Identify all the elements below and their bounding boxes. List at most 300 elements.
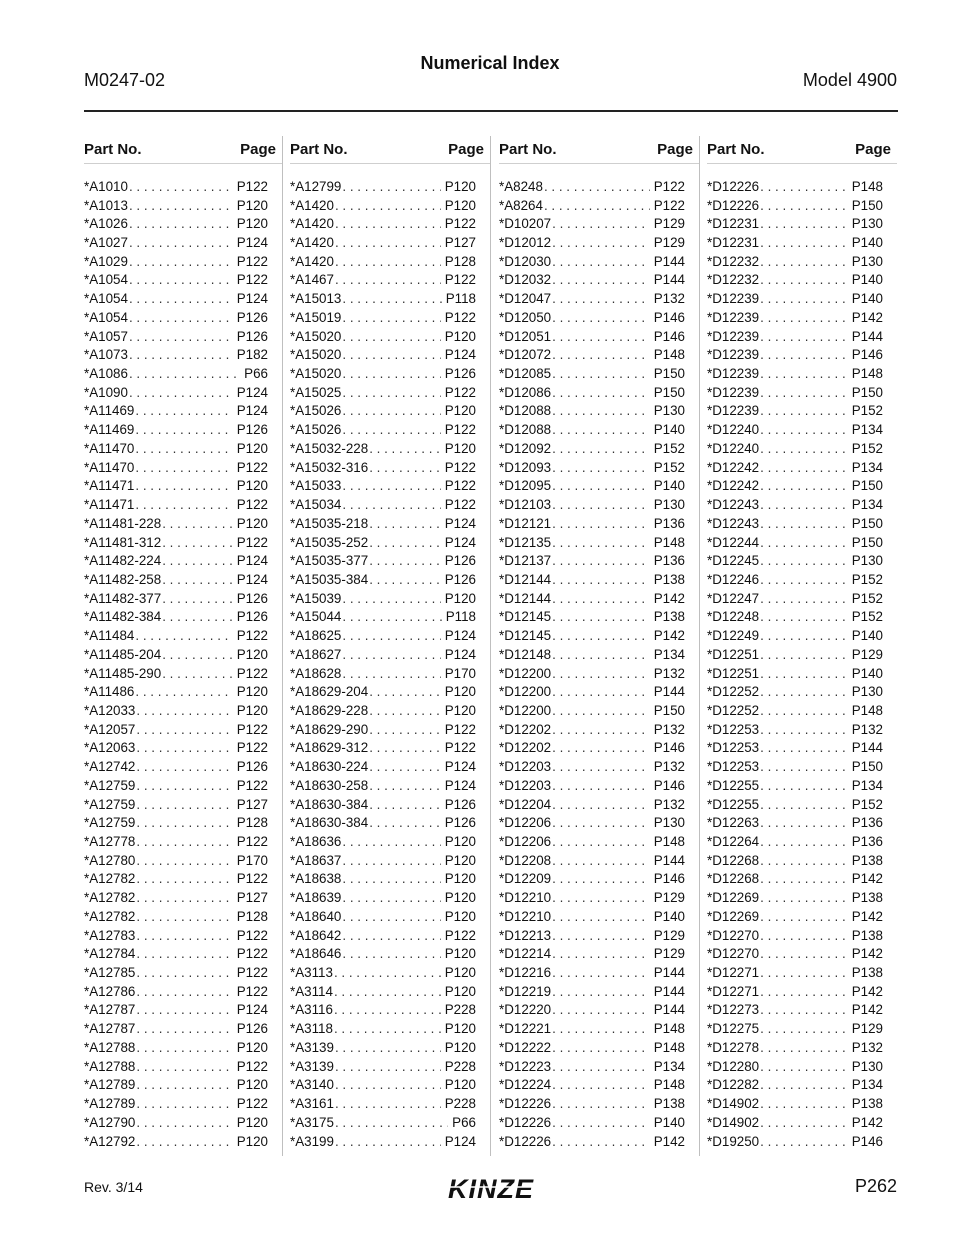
page-reference: P134 bbox=[851, 1077, 883, 1093]
dot-leader bbox=[551, 1040, 650, 1055]
part-number: *D12202 bbox=[499, 740, 552, 756]
part-number: *D12085 bbox=[499, 366, 552, 382]
page-reference: P122 bbox=[444, 459, 476, 475]
part-number: *A1073 bbox=[84, 347, 128, 363]
dot-leader bbox=[341, 497, 440, 512]
dot-leader bbox=[134, 478, 232, 493]
index-entry bbox=[499, 252, 699, 271]
part-number: *A11486 bbox=[84, 684, 135, 700]
page-reference: P136 bbox=[851, 815, 883, 831]
part-number: *A1420 bbox=[290, 235, 334, 251]
part-number: *D12213 bbox=[499, 927, 552, 943]
page-title: Numerical Index bbox=[420, 53, 560, 73]
index-entry bbox=[290, 533, 490, 552]
page-reference: P144 bbox=[851, 740, 883, 756]
index-entry bbox=[499, 345, 699, 364]
dot-leader bbox=[128, 310, 233, 325]
page-reference: P142 bbox=[851, 908, 883, 924]
page-reference: P120 bbox=[444, 834, 476, 850]
dot-leader bbox=[334, 1040, 441, 1055]
index-entry bbox=[707, 383, 897, 402]
part-number: *A1054 bbox=[84, 272, 128, 288]
index-entry bbox=[290, 982, 490, 1001]
page-reference: P152 bbox=[851, 440, 883, 456]
column-header bbox=[499, 136, 699, 164]
part-number: *A12759 bbox=[84, 777, 136, 793]
part-number: *D12239 bbox=[707, 384, 760, 400]
part-number: *D12278 bbox=[707, 1039, 760, 1055]
index-entry bbox=[499, 982, 699, 1001]
page-reference: P144 bbox=[851, 328, 883, 344]
part-number: *A18639 bbox=[290, 890, 342, 906]
part-number: *D12255 bbox=[707, 796, 760, 812]
page-reference: P130 bbox=[851, 253, 883, 269]
dot-leader bbox=[134, 497, 232, 512]
kinze-logo bbox=[430, 1174, 552, 1204]
dot-leader bbox=[135, 1115, 232, 1130]
dot-leader bbox=[759, 254, 848, 269]
part-number: *D12103 bbox=[499, 497, 552, 513]
page-reference: P144 bbox=[653, 965, 685, 981]
page-reference: P122 bbox=[236, 721, 268, 737]
part-number: *D12240 bbox=[707, 440, 760, 456]
part-number: *A1054 bbox=[84, 309, 128, 325]
dot-leader bbox=[551, 422, 650, 437]
index-entry bbox=[499, 439, 699, 458]
dot-leader bbox=[135, 834, 232, 849]
dot-leader bbox=[551, 890, 650, 905]
index-entry bbox=[499, 1113, 699, 1132]
dot-leader bbox=[128, 366, 240, 381]
page-reference: P132 bbox=[851, 721, 883, 737]
dot-leader bbox=[128, 254, 233, 269]
part-number: *A12780 bbox=[84, 852, 136, 868]
part-number: *D12216 bbox=[499, 965, 552, 981]
index-entry bbox=[290, 196, 490, 215]
page-reference: P146 bbox=[653, 309, 685, 325]
index-entry bbox=[499, 682, 699, 701]
part-number: *A11485-204 bbox=[84, 646, 162, 662]
dot-leader bbox=[759, 946, 848, 961]
page-reference: P144 bbox=[653, 852, 685, 868]
index-entry bbox=[499, 196, 699, 215]
part-number: *D12208 bbox=[499, 852, 552, 868]
index-entry bbox=[707, 963, 897, 982]
dot-leader bbox=[551, 946, 650, 961]
page-reference: P120 bbox=[236, 515, 268, 531]
page-reference: P122 bbox=[236, 777, 268, 793]
part-number: *A12799 bbox=[290, 178, 342, 194]
page-reference: P126 bbox=[236, 1021, 268, 1037]
page-reference: P228 bbox=[444, 1096, 476, 1112]
part-number: *A12742 bbox=[84, 759, 136, 775]
index-entry bbox=[84, 364, 282, 383]
page-reference: P124 bbox=[444, 515, 476, 531]
dot-leader bbox=[551, 235, 650, 250]
part-number: *A18636 bbox=[290, 834, 342, 850]
part-number: *A1090 bbox=[84, 384, 128, 400]
dot-leader bbox=[759, 815, 848, 830]
page-reference: P138 bbox=[653, 1096, 685, 1112]
index-entry bbox=[290, 1019, 490, 1038]
part-number: *A1420 bbox=[290, 253, 334, 269]
page-reference: P120 bbox=[444, 1077, 476, 1093]
index-entry bbox=[499, 944, 699, 963]
index-entry bbox=[84, 402, 282, 421]
dot-leader bbox=[134, 422, 232, 437]
dot-leader bbox=[368, 740, 441, 755]
part-number: *D12271 bbox=[707, 983, 760, 999]
page-reference: P120 bbox=[444, 890, 476, 906]
page-reference: P148 bbox=[653, 834, 685, 850]
index-entry bbox=[499, 589, 699, 608]
part-number: *A1027 bbox=[84, 235, 128, 251]
page-reference: P124 bbox=[444, 1133, 476, 1149]
page-reference: P152 bbox=[851, 403, 883, 419]
page-reference: P152 bbox=[851, 571, 883, 587]
part-number: *D12239 bbox=[707, 403, 760, 419]
dot-leader bbox=[551, 478, 650, 493]
part-number: *D12271 bbox=[707, 965, 760, 981]
page-reference: P122 bbox=[236, 628, 268, 644]
part-number: *A18629-204 bbox=[290, 684, 369, 700]
index-entry bbox=[499, 1094, 699, 1113]
dot-leader bbox=[551, 1077, 650, 1092]
index-entry bbox=[290, 626, 490, 645]
dot-leader bbox=[551, 347, 650, 362]
index-entry bbox=[290, 963, 490, 982]
index-entry bbox=[84, 1001, 282, 1020]
part-number: *D12047 bbox=[499, 291, 552, 307]
part-number: *D12145 bbox=[499, 609, 552, 625]
index-entry bbox=[84, 233, 282, 252]
page-reference: P120 bbox=[444, 440, 476, 456]
dot-leader bbox=[759, 965, 848, 980]
index-entry bbox=[707, 682, 897, 701]
part-number: *A3161 bbox=[290, 1096, 334, 1112]
dot-leader bbox=[551, 871, 650, 886]
part-number: *D12268 bbox=[707, 871, 760, 887]
part-number: *D12239 bbox=[707, 291, 760, 307]
index-entry bbox=[84, 177, 282, 196]
index-entry bbox=[499, 963, 699, 982]
part-number: *D12224 bbox=[499, 1077, 552, 1093]
page-reference: P120 bbox=[236, 702, 268, 718]
page-reference: P120 bbox=[444, 946, 476, 962]
part-number: *D12242 bbox=[707, 478, 760, 494]
part-number: *D12253 bbox=[707, 759, 760, 775]
dot-leader bbox=[341, 403, 440, 418]
index-entry bbox=[707, 308, 897, 327]
index-entry bbox=[84, 608, 282, 627]
page-reference: P129 bbox=[851, 646, 883, 662]
dot-leader bbox=[759, 1040, 848, 1055]
page-reference: P129 bbox=[653, 216, 685, 232]
index-entry bbox=[290, 589, 490, 608]
dot-leader bbox=[551, 909, 650, 924]
index-entry bbox=[707, 626, 897, 645]
part-number: *D19250 bbox=[707, 1133, 760, 1149]
index-entry bbox=[84, 196, 282, 215]
dot-leader bbox=[341, 347, 440, 362]
page-reference: P132 bbox=[653, 291, 685, 307]
page-reference: P122 bbox=[444, 216, 476, 232]
dot-leader bbox=[551, 1021, 650, 1036]
index-entry bbox=[290, 327, 490, 346]
part-number: *D12247 bbox=[707, 590, 760, 606]
dot-leader bbox=[551, 516, 650, 531]
page-reference: P140 bbox=[653, 422, 685, 438]
index-entry bbox=[707, 196, 897, 215]
page-reference: P142 bbox=[851, 1002, 883, 1018]
part-number: *D12244 bbox=[707, 534, 760, 550]
part-number: *A3175 bbox=[290, 1114, 334, 1130]
part-number: *A15025 bbox=[290, 384, 342, 400]
index-entry bbox=[84, 1019, 282, 1038]
page-reference: P132 bbox=[851, 1039, 883, 1055]
part-number: *A11470 bbox=[84, 459, 135, 475]
dot-leader bbox=[759, 591, 848, 606]
dot-leader bbox=[543, 179, 650, 194]
dot-leader bbox=[759, 1002, 848, 1017]
page-reference: P122 bbox=[236, 534, 268, 550]
dot-leader bbox=[759, 684, 848, 699]
page-reference: P122 bbox=[236, 871, 268, 887]
page-reference: P152 bbox=[653, 440, 685, 456]
dot-leader bbox=[551, 460, 650, 475]
index-entry bbox=[499, 739, 699, 758]
dot-leader bbox=[551, 441, 650, 456]
page-reference: P142 bbox=[653, 1133, 685, 1149]
page-reference: P120 bbox=[444, 197, 476, 213]
index-entry bbox=[290, 252, 490, 271]
dot-leader bbox=[135, 703, 232, 718]
dot-leader bbox=[551, 740, 650, 755]
page-reference: P130 bbox=[851, 1058, 883, 1074]
page-reference: P170 bbox=[444, 665, 476, 681]
page-reference: P129 bbox=[851, 1021, 883, 1037]
index-entry bbox=[499, 813, 699, 832]
dot-leader bbox=[161, 535, 233, 550]
dot-leader bbox=[551, 254, 650, 269]
part-number: *D12200 bbox=[499, 684, 552, 700]
dot-leader bbox=[135, 871, 232, 886]
index-entry bbox=[290, 757, 490, 776]
index-entry bbox=[499, 776, 699, 795]
page-reference: P120 bbox=[444, 852, 476, 868]
page-reference: P138 bbox=[851, 890, 883, 906]
page-reference: P122 bbox=[236, 272, 268, 288]
index-entry bbox=[290, 420, 490, 439]
dot-leader bbox=[334, 235, 441, 250]
part-number: *D12239 bbox=[707, 328, 760, 344]
page-reference: P126 bbox=[444, 366, 476, 382]
page-reference: P130 bbox=[851, 684, 883, 700]
index-entry bbox=[290, 345, 490, 364]
dot-leader bbox=[128, 329, 233, 344]
index-entry bbox=[707, 870, 897, 889]
index-entry bbox=[290, 1057, 490, 1076]
part-number: *D12239 bbox=[707, 309, 760, 325]
index-entry bbox=[290, 739, 490, 758]
part-number: *D12245 bbox=[707, 553, 760, 569]
index-entry bbox=[84, 851, 282, 870]
part-number: *A12792 bbox=[84, 1133, 136, 1149]
page-reference: P150 bbox=[851, 534, 883, 550]
dot-leader bbox=[135, 890, 232, 905]
index-entry bbox=[707, 982, 897, 1001]
page-reference: P140 bbox=[653, 1114, 685, 1130]
dot-leader bbox=[759, 497, 848, 512]
dot-leader bbox=[341, 928, 440, 943]
part-number: *D12226 bbox=[707, 197, 760, 213]
part-number: *A15020 bbox=[290, 366, 342, 382]
index-entry bbox=[290, 1076, 490, 1095]
page-reference: P150 bbox=[653, 702, 685, 718]
dot-leader bbox=[128, 347, 233, 362]
part-number: *A11482-258 bbox=[84, 571, 162, 587]
part-number: *D12252 bbox=[707, 684, 760, 700]
part-number: *D12210 bbox=[499, 890, 552, 906]
dot-leader bbox=[368, 703, 441, 718]
dot-leader bbox=[551, 722, 650, 737]
dot-leader bbox=[551, 497, 650, 512]
page-reference: P124 bbox=[236, 235, 268, 251]
part-number: *A1420 bbox=[290, 216, 334, 232]
part-number: *D12249 bbox=[707, 628, 760, 644]
dot-leader bbox=[368, 778, 441, 793]
page-reference: P152 bbox=[851, 609, 883, 625]
page-reference: P134 bbox=[653, 1058, 685, 1074]
page-reference: P132 bbox=[653, 665, 685, 681]
dot-leader bbox=[128, 235, 233, 250]
index-entry bbox=[290, 233, 490, 252]
dot-leader bbox=[551, 329, 650, 344]
page-reference: P120 bbox=[444, 965, 476, 981]
page-reference: P148 bbox=[653, 347, 685, 363]
dot-leader bbox=[135, 797, 232, 812]
part-number: *A15032-228 bbox=[290, 440, 369, 456]
part-number: *A3118 bbox=[290, 1021, 333, 1037]
dot-leader bbox=[551, 1059, 650, 1074]
index-entry bbox=[707, 926, 897, 945]
part-number: *D10207 bbox=[499, 216, 552, 232]
part-number: *A3139 bbox=[290, 1039, 334, 1055]
dot-leader bbox=[135, 928, 232, 943]
index-entry bbox=[499, 851, 699, 870]
part-number: *D12275 bbox=[707, 1021, 760, 1037]
page-reference: P140 bbox=[851, 235, 883, 251]
index-entry bbox=[84, 1113, 282, 1132]
index-entry bbox=[707, 570, 897, 589]
page-reference: P182 bbox=[236, 347, 268, 363]
part-number: *D12282 bbox=[707, 1077, 760, 1093]
dot-leader bbox=[543, 198, 650, 213]
page-reference: P130 bbox=[653, 403, 685, 419]
part-number: *A3199 bbox=[290, 1133, 334, 1149]
dot-leader bbox=[341, 909, 440, 924]
part-number: *D12239 bbox=[707, 366, 760, 382]
dot-leader bbox=[135, 1096, 232, 1111]
index-entry bbox=[707, 420, 897, 439]
page-header: Page bbox=[448, 141, 484, 158]
page-reference: P142 bbox=[851, 309, 883, 325]
part-number: *A15026 bbox=[290, 403, 342, 419]
index-entry bbox=[707, 608, 897, 627]
page-reference: P120 bbox=[444, 178, 476, 194]
part-number: *A3114 bbox=[290, 983, 333, 999]
page-reference: P134 bbox=[851, 422, 883, 438]
page-reference: P128 bbox=[236, 908, 268, 924]
dot-leader bbox=[368, 441, 441, 456]
dot-leader bbox=[135, 722, 232, 737]
dot-leader bbox=[759, 291, 848, 306]
index-entry bbox=[707, 514, 897, 533]
part-number: *A11469 bbox=[84, 403, 135, 419]
part-number: *A1026 bbox=[84, 216, 128, 232]
index-entry bbox=[84, 420, 282, 439]
page-reference: P124 bbox=[444, 646, 476, 662]
page-reference: P120 bbox=[236, 1077, 268, 1093]
dot-leader bbox=[759, 890, 848, 905]
dot-leader bbox=[759, 235, 848, 250]
page-reference: P122 bbox=[236, 497, 268, 513]
page-reference: P120 bbox=[236, 197, 268, 213]
part-number: *D12200 bbox=[499, 665, 552, 681]
dot-leader bbox=[759, 198, 848, 213]
dot-leader bbox=[551, 628, 650, 643]
dot-leader bbox=[759, 834, 848, 849]
part-number: *A12759 bbox=[84, 815, 136, 831]
index-entry bbox=[707, 888, 897, 907]
dot-leader bbox=[759, 609, 848, 624]
dot-leader bbox=[341, 628, 440, 643]
dot-leader bbox=[334, 254, 441, 269]
page-reference: P136 bbox=[653, 515, 685, 531]
part-number: *D12243 bbox=[707, 515, 760, 531]
page-reference: P126 bbox=[236, 609, 268, 625]
index-entry bbox=[84, 551, 282, 570]
dot-leader bbox=[759, 1096, 848, 1111]
index-entry bbox=[290, 701, 490, 720]
index-entry bbox=[707, 345, 897, 364]
index-entry bbox=[84, 533, 282, 552]
dot-leader bbox=[128, 216, 233, 231]
dot-leader bbox=[759, 366, 848, 381]
index-entry bbox=[707, 495, 897, 514]
page-reference: P138 bbox=[851, 965, 883, 981]
page-reference: P128 bbox=[444, 253, 476, 269]
page-reference: P134 bbox=[851, 497, 883, 513]
dot-leader bbox=[134, 684, 232, 699]
index-entry bbox=[290, 1113, 490, 1132]
index-entry bbox=[290, 1132, 490, 1151]
page-reference: P148 bbox=[851, 178, 883, 194]
index-entry bbox=[290, 1094, 490, 1113]
part-number: *D12209 bbox=[499, 871, 552, 887]
dot-leader bbox=[551, 703, 650, 718]
index-entry bbox=[707, 289, 897, 308]
index-entry bbox=[499, 1057, 699, 1076]
index-entry bbox=[499, 907, 699, 926]
page-reference: P122 bbox=[236, 253, 268, 269]
index-entry bbox=[84, 982, 282, 1001]
index-entry bbox=[84, 495, 282, 514]
part-number: *A8264 bbox=[499, 197, 543, 213]
index-entry bbox=[707, 439, 897, 458]
part-number: *A15035-377 bbox=[290, 553, 369, 569]
document-id: M0247-02 bbox=[84, 70, 166, 90]
